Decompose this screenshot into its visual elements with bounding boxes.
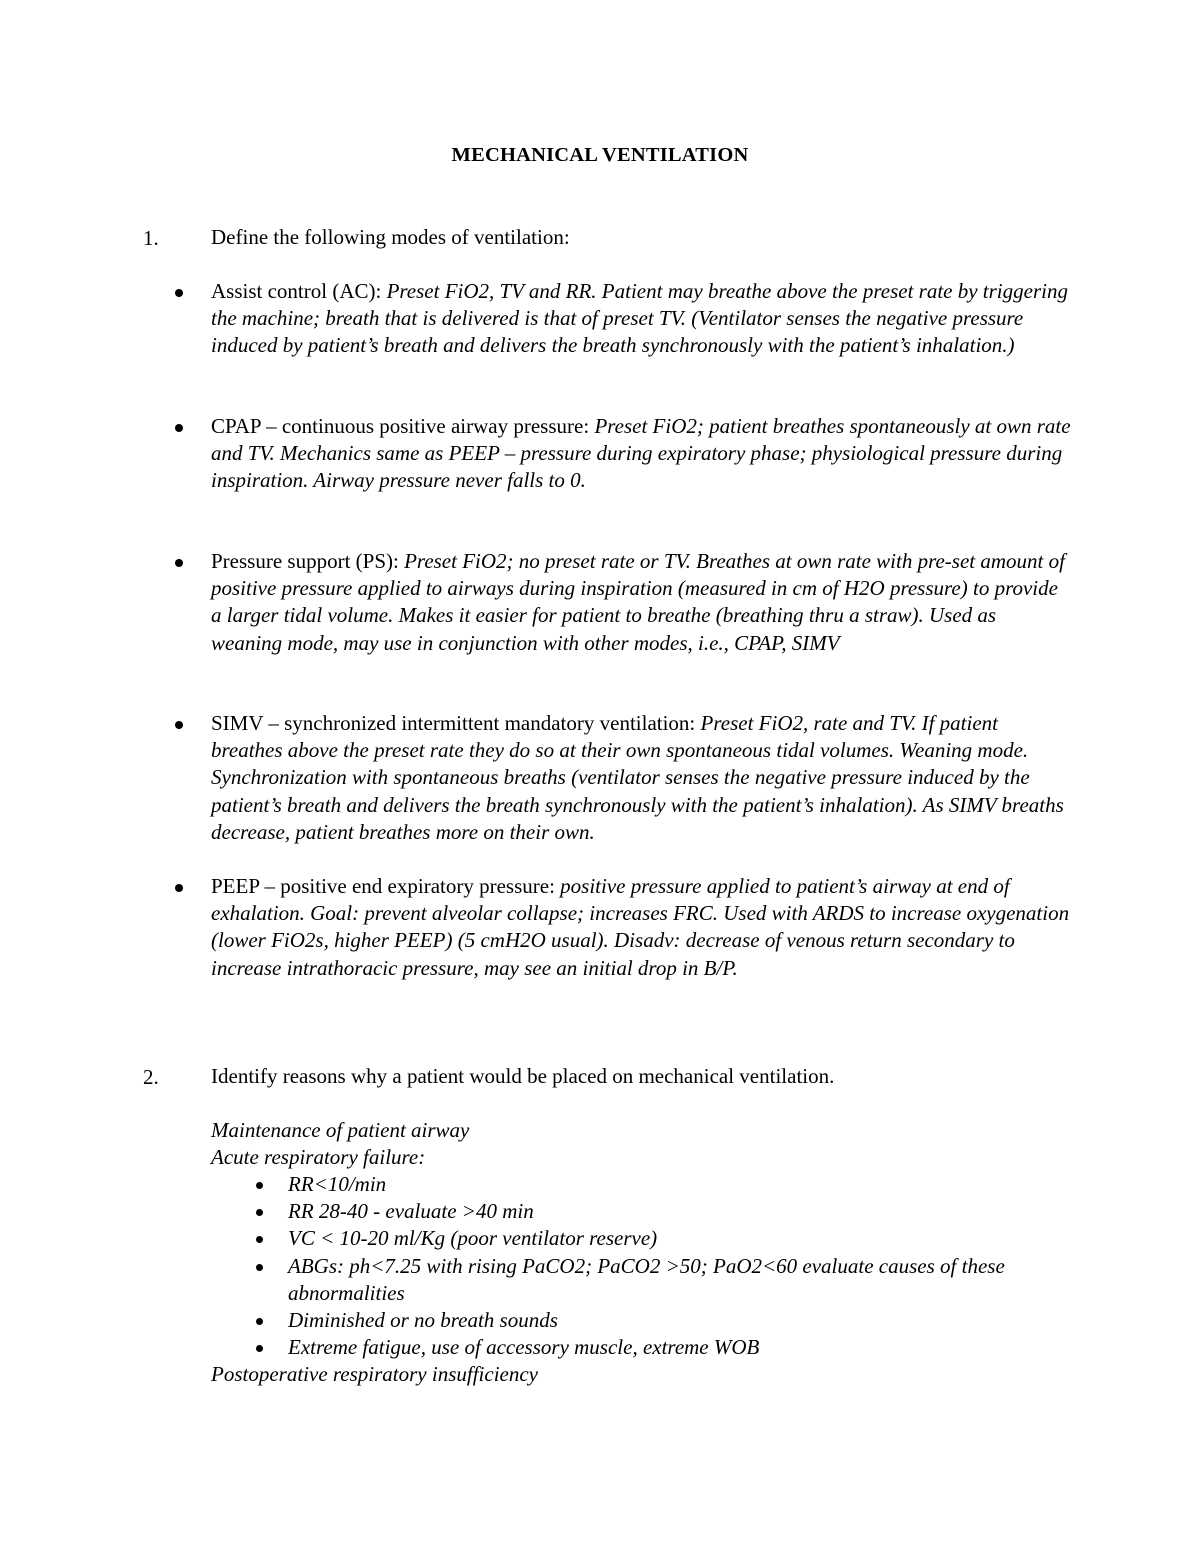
ventilation-reasons	[211, 1117, 1091, 1388]
mode-term: CPAP – continuous positive airway pressure:	[211, 414, 595, 438]
criteria-text: ABGs: ph<7.25 with rising PaCO2; PaCO2 >50; PaO2<60 evaluate causes of these abnormalities	[288, 1253, 1005, 1305]
criteria-text: RR 28-40 - evaluate >40 min	[288, 1199, 534, 1224]
mode-definition: Preset FiO2, TV and RR. Patient may breathe above the preset rate by triggering the machine; breath that is delivered is that of preset TV. (Ventilator senses the negative pressure induced by patient’s breath and delivers the breath synchronously with the patient’s inhalation.)	[211, 279, 1068, 358]
criteria-item	[288, 1253, 1091, 1307]
bullet-icon	[175, 424, 183, 432]
criteria-item	[288, 1334, 1091, 1361]
bullet-icon	[256, 1264, 263, 1271]
mode-term: Assist control (AC):	[211, 279, 387, 303]
mode-simv	[211, 710, 1071, 846]
criteria-text: Diminished or no breath sounds	[288, 1308, 558, 1333]
mode-cpap	[211, 413, 1071, 495]
mode-definition: positive pressure applied to patient’s airway at end of exhalation. Goal: prevent alveolar collapse; increases FRC. Used with ARDS to increase oxygenation (lower FiO2s, higher PEEP) (5 cmH2O usual). Disadv: decrease of venous return secondary to increase intrathoracic pressure, may see an initial drop in B/P.	[211, 874, 1070, 980]
criteria-text: RR<10/min	[288, 1172, 387, 1196]
reason-airway-maintenance: Maintenance of patient airway	[211, 1118, 470, 1142]
bullet-icon	[175, 289, 183, 297]
bullet-icon	[256, 1236, 263, 1243]
mode-definition: Preset FiO2; no preset rate or TV. Breathes at own rate with pre-set amount of positive pressure applied to airways during inspiration (measured in cm of H2O pressure) to provide a larger tidal volume. Makes it easier for patient to breathe (breathing thru a straw). Used as weaning mode, may use in conjunction with other modes, i.e., CPAP, SIMV	[211, 549, 1065, 655]
mode-pressure-support	[211, 548, 1071, 657]
bullet-icon	[175, 721, 183, 729]
mode-peep	[211, 873, 1071, 982]
question-2-text: Identify reasons why a patient would be placed on mechanical ventilation.	[211, 1064, 835, 1088]
page-title: MECHANICAL VENTILATION	[451, 144, 749, 166]
bullet-icon	[256, 1209, 263, 1216]
bullet-icon	[256, 1318, 263, 1325]
bullet-icon	[175, 884, 183, 892]
mode-term: PEEP – positive end expiratory pressure:	[211, 874, 561, 898]
question-1-number: 1.	[143, 226, 159, 250]
criteria-item	[288, 1171, 1091, 1198]
mode-term: Pressure support (PS):	[211, 549, 405, 573]
criteria-item	[288, 1198, 1091, 1225]
criteria-item	[288, 1307, 1091, 1334]
criteria-item	[288, 1225, 1091, 1252]
mode-term: SIMV – synchronized intermittent mandatory ventilation:	[211, 711, 701, 735]
mode-definition: Preset FiO2; patient breathes spontaneously at own rate and TV. Mechanics same as PEEP – pressure during expiratory phase; physiological pressure during inspiration. Airway pressure never falls to 0.	[211, 414, 1071, 493]
mode-assist-control	[211, 278, 1071, 360]
respiratory-failure-criteria-list	[211, 1171, 1091, 1361]
question-1-text: Define the following modes of ventilation:	[211, 225, 570, 249]
reason-postoperative-insufficiency: Postoperative respiratory insufficiency	[211, 1362, 538, 1387]
bullet-icon	[256, 1182, 263, 1189]
bullet-icon	[256, 1345, 263, 1352]
mode-definition: Preset FiO2, rate and TV. If patient breathes above the preset rate they do so at their own spontaneous tidal volumes. Weaning mode. Synchronization with spontaneous breaths (ventilator senses the negative pressure induced by the patient’s breath and delivers the breath synchronously with the patient’s inhalation). As SIMV breaths decrease, patient breathes more on their own.	[211, 711, 1064, 844]
question-2-number: 2.	[143, 1065, 159, 1089]
criteria-text: Extreme fatigue, use of accessory muscle, extreme WOB	[288, 1335, 760, 1360]
criteria-text: VC < 10-20 ml/Kg (poor ventilator reserve)	[288, 1226, 658, 1251]
bullet-icon	[175, 559, 183, 567]
reason-acute-respiratory-failure: Acute respiratory failure:	[211, 1145, 426, 1169]
